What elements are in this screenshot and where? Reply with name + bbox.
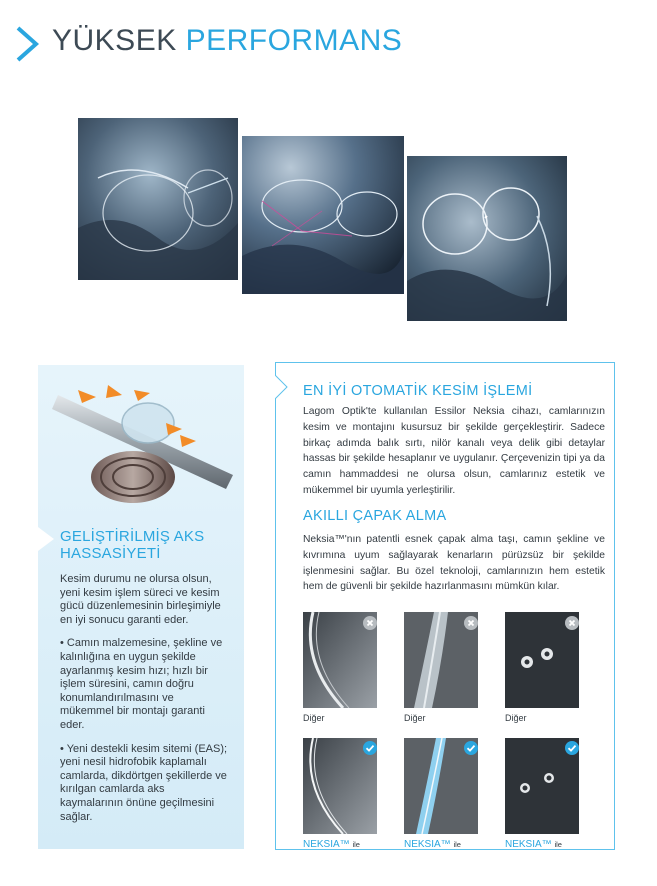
check-circle-icon [464,741,478,755]
thumb-label-neksia-brand: NEKSIA™ [303,839,350,850]
panel-notch [275,375,289,399]
photo-rimless-glasses-3 [407,156,567,321]
edging-machine-illustration [38,365,244,515]
section-heading-deburring: AKILLI ÇAPAK ALMA [303,508,447,524]
thumb-label-neksia [505,839,562,850]
left-card-bullet: • Yeni destekli kesim sitemi (EAS); yeni nesil hidrofobik kaplamalı camlarda, dikdörtgen şekillerde ve kırılgan camlarda aks kaymalarının önüne geçilmesini sağlar. [60,742,228,823]
check-circle-icon [363,741,377,755]
x-circle-icon [565,616,579,630]
thumb-label-neksia-suffix: ile [453,840,461,849]
left-card-title-line1: GELİŞTİRİLMİŞ AKS [60,528,205,545]
title-part-blue: PERFORMANS [185,24,403,57]
thumb-label-other: Diğer [505,713,527,723]
thumb-label-neksia-brand: NEKSIA™ [505,839,552,850]
left-card-title-line2: HASSASİYETİ [60,545,161,562]
photo-rimless-glasses-1 [78,118,238,280]
left-card-bullet: • Camın malzemesine, şekline ve kalınlığına en uygun şekilde ayarlanmış kesim hızı; hızlı bir işlem süresini, camın doğru konumlandırılmasını ve mükemmel bir montajı garanti eder. [60,637,223,731]
section-body-auto-cut: Lagom Optik'te kullanılan Essilor Neksia cihazı, camlarınızın kesim ve montajını kusursuz bir şekilde gerçekleştirir. Sadece birkaç adımda balık sırtı, nilör kanalı veya delik gibi detaylar hassas bir şekilde hesaplanır ve uygulanır. Çerçevenizin tipi ya da camın hammaddesi ne olursa olsun, camlarınız estetik ve mükemmel bir uyumla yerleştirilir. [303,406,605,496]
left-card-title [60,528,230,562]
thumb-label-neksia-suffix: ile [554,840,562,849]
section-body-deburring: Neksia™'nın patentli esnek çapak alma taşı, camın şekline ve kıvrımına uyum sağlayarak kenarların pürüzsüz bir şekilde işlenmesini sağlar. Bu özel teknoloji, camlarınızın hem estetik hem de güvenli bir şekilde hazırlanmasını mümkün kılar. [303,534,605,593]
x-circle-icon [363,616,377,630]
thumb-label-neksia-brand: NEKSIA™ [404,839,451,850]
thumb-label-other: Diğer [404,713,426,723]
photo-rimless-glasses-2 [242,136,404,294]
thumb-label-neksia [404,839,461,850]
section-heading-auto-cut: EN İYİ OTOMATİK KESİM İŞLEMİ [303,383,533,399]
left-card-body [60,573,230,834]
check-circle-icon [565,741,579,755]
chevron-right-icon [14,26,42,62]
card-notch [38,527,54,551]
thumb-label-neksia-suffix: ile [352,840,360,849]
page-title [52,22,402,60]
thumb-label-other: Diğer [303,713,325,723]
left-card-intro: Kesim durumu ne olursa olsun, yeni kesim işlem süreci ve kesim gücü düzenlemesinin birleşimiyle en iyi sonucu garanti eder. [60,573,221,626]
title-part-dark: YÜKSEK [52,24,177,57]
x-circle-icon [464,616,478,630]
thumb-label-neksia [303,839,360,850]
